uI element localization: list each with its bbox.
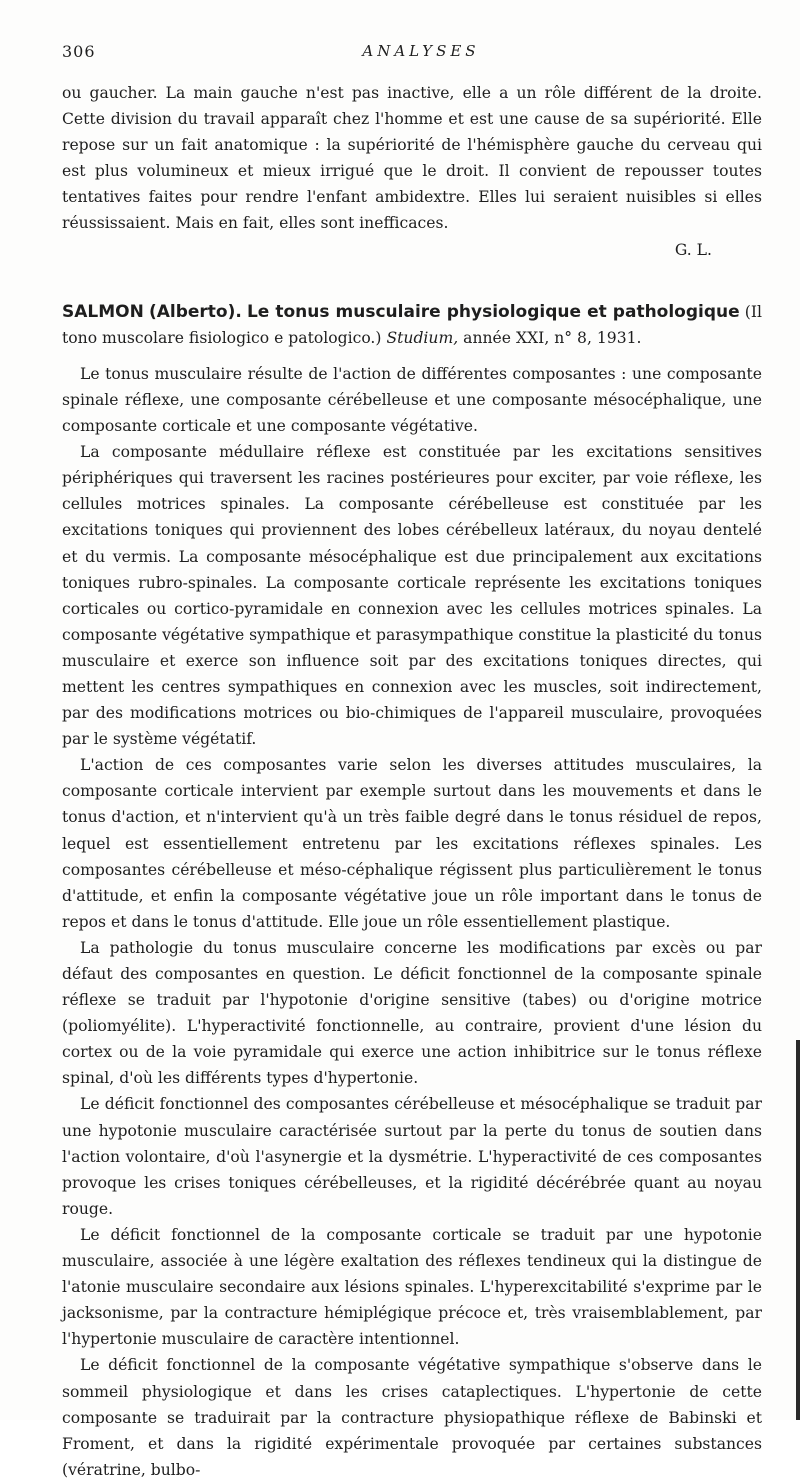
- body-paragraph-4: La pathologie du tonus musculaire concerne les modifications par excès ou par défaut des composantes en question. Le déficit fonctionnel de la composante spinale réflexe se traduit par l'hypotonie d'origine sensitive (tabes) ou d'origine motrice (poliomyélite). L'hyperactivité fonctionnelle, au contraire, provient d'une lésion du cortex ou de la voie pyramidale qui exerce une action inhibitrice sur le tonus réflexe spinal, d'où les différents types d'hypertonie.: [62, 938, 762, 1088]
- body-paragraph-3: L'action de ces composantes varie selon les diverses attitudes musculaires, la composante corticale intervient par exemple surtout dans les mouvements et dans le tonus d'action, et n'intervient qu'à un très faible degré dans le tonus résiduel de repos, lequel est essentiellement entretenu par les excitations réflexes spinales. Les composantes cérébelleuse et méso-céphalique régissent plus particulièrement le tonus d'attitude, et enfin la composante végétative joue un rôle important dans le tonus de repos et dans le tonus d'attitude. Elle joue un rôle essentiellement plastique.: [62, 756, 762, 931]
- body-paragraph-6: Le déficit fonctionnel de la composante corticale se traduit par une hypotonie musculaire, associée à une légère exaltation des réflexes tendineux qui la distingue de l'atonie musculaire secondaire aux lésions spinales. L'hyperexcitabilité s'exprime par le jacksonisme, par la contracture hémiplégique précoce et, très vraisemblablement, par l'hypertonie musculaire de caractère intentionnel.: [62, 1225, 762, 1349]
- page-number: 306: [62, 42, 96, 61]
- body-paragraph-2: La composante médullaire réflexe est constituée par les excitations sensitives périphériques qui traversent les racines postérieures pour exciter, par voie réflexe, les cellules motrices spinales. La composante cérébelleuse est constituée par les excitations toniques qui proviennent des lobes cérébelleux latéraux, du noyau dentelé et du vermis. La composante mésocéphalique est due principalement aux excitations toniques rubro-spinales. La composante corticale représente les excitations toniques corticales ou cortico-pyramidale en connexion avec les cellules motrices spinales. La composante végétative sympathique et parasympathique constitue la plasticité du tonus musculaire et exerce son influence soit par des excitations toniques directes, qui mettent les centres sympathiques en connexion avec les muscles, soit indirectement, par des modifications motrices ou bio-chimiques de l'appareil musculaire, provoquées par le système végétatif.: [62, 443, 762, 749]
- entry-title: Le tonus musculaire physiologique et pathologique: [246, 301, 740, 322]
- running-title: ANALYSES: [362, 42, 480, 60]
- entry-details: année XXI, n° 8, 1931.: [463, 328, 642, 347]
- body-paragraph-5: Le déficit fonctionnel des composantes cérébelleuse et mésocéphalique se traduit par une hypotonie musculaire caractérisée surtout par la perte du tonus de soutien dans l'action volontaire, d'où l'asynergie et la dysmétrie. L'hyperactivité de ces composantes provoque les crises toniques cérébelleuses, et la rigidité décérébrée quant au noyau rouge.: [62, 1095, 762, 1218]
- reviewer-signature: G. L.: [674, 240, 712, 259]
- page-body: [62, 80, 762, 1483]
- entry-author: SALMON: [62, 301, 144, 322]
- body-paragraph-7: Le déficit fonctionnel de la composante végétative sympathique s'observe dans le sommeil physiologique et dans les crises cataplectiques. L'hypertonie de cette composante se traduirait par la contracture physiopathique réflexe de Babinski et Froment, et dans la rigidité expérimentale provoquée par certaines substances (vératrine, bulbo-: [62, 1356, 762, 1479]
- entry-original-title: (Il tono muscolare fisiologico e patologico.): [62, 302, 763, 347]
- page-header: [62, 42, 780, 62]
- entry-author-first: (Alberto).: [148, 301, 242, 322]
- section-spacer: [62, 263, 762, 299]
- entry-heading: [62, 299, 762, 351]
- entry-journal: Studium,: [386, 328, 459, 347]
- body-paragraph-1: Le tonus musculaire résulte de l'action de différentes composantes : une composante spinale réflexe, une composante cérébelleuse et une composante mésocéphalique, une composante corticale et une composante végétative.: [62, 364, 762, 436]
- entry-body: [62, 361, 762, 1483]
- opening-paragraph: ou gaucher. La main gauche n'est pas inactive, elle a un rôle différent de la droite. Cette division du travail apparaît chez l'homme et est une cause de sa supériorité. Elle repose sur un fait anatomique : la supériorité de l'hémisphère gauche du cerveau qui est plus volumineux et mieux irrigué que le droit. Il convient de repousser toutes tentatives faites pour rendre l'enfant ambidextre. Elles lui seraient nuisibles si elles réussissaient. Mais en fait, elles sont inefficaces.: [62, 84, 762, 233]
- scan-edge-bar: [796, 1040, 800, 1420]
